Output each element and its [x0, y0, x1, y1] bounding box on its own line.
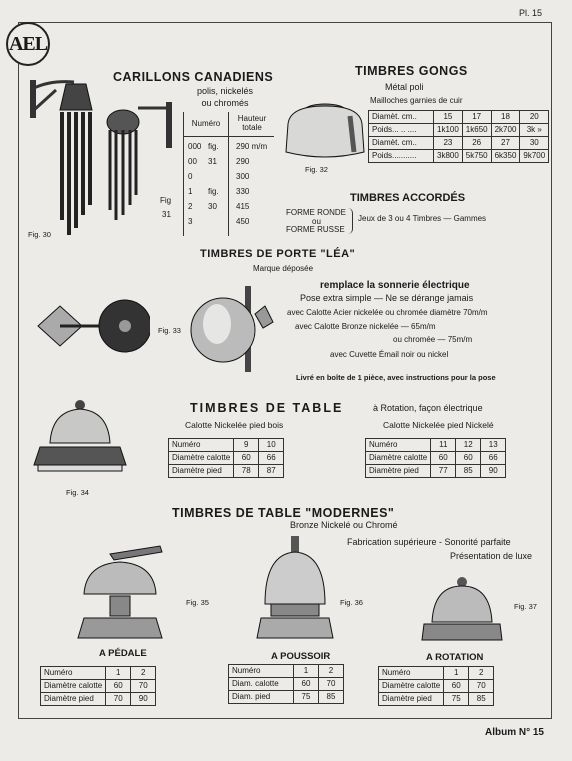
table-cell: Poids... .. ....: [369, 124, 434, 137]
table-cell: 60: [106, 680, 131, 693]
pedal-bell-fig35: [70, 538, 190, 646]
door-bell-side: [185, 284, 280, 376]
carillon-height: 300: [236, 172, 250, 181]
table-cell: 10: [259, 439, 284, 452]
ael-logo: AEL: [6, 22, 50, 66]
table-row: [169, 452, 284, 465]
table-cell: Numéro: [366, 439, 431, 452]
table-bells-right-table: [365, 438, 506, 478]
table-cell: 70: [131, 680, 156, 693]
table-cell: 75: [294, 691, 319, 704]
table-cell: Diamèt. cm..: [369, 137, 434, 150]
table-cell: 90: [131, 693, 156, 706]
table-cell: 90: [481, 465, 506, 478]
table-cell: Diamètre calotte: [379, 680, 444, 693]
table-fig36: [228, 664, 344, 704]
table-cell: 1: [106, 667, 131, 680]
col-numero: Numéro: [191, 119, 221, 128]
table-cell: 2: [131, 667, 156, 680]
fig36-label: Fig. 36: [340, 598, 363, 607]
carillon-num: 3: [188, 217, 193, 226]
modernes-fab: Fabrication supérieure - Sonorité parfaite: [347, 537, 511, 547]
table-cell: 1: [444, 667, 469, 680]
carillon-height: 415: [236, 202, 250, 211]
accordes-line1: FORME RONDE: [286, 208, 346, 217]
carillon-height: 290: [236, 157, 250, 166]
col-hauteur: Hauteur totale: [237, 114, 267, 132]
carillon-num: 0: [188, 172, 193, 181]
plate-number: Pl. 15: [518, 8, 542, 18]
table-cell: 60: [431, 452, 456, 465]
gong-bell-fig32: [280, 96, 370, 168]
table-row: [41, 667, 156, 680]
table-cell: 60: [456, 452, 481, 465]
table-row: [229, 678, 344, 691]
table-cell: 60: [294, 678, 319, 691]
table-bells-left-table: [168, 438, 284, 478]
lea-remplace: remplace la sonnerie électrique: [320, 280, 470, 291]
table-cell: 70: [319, 678, 344, 691]
modernes-title: TIMBRES DE TABLE "MODERNES": [172, 506, 395, 520]
table-cell: 2k700: [491, 124, 520, 137]
lea-line2: avec Calotte Bronze nickelée — 65m/m: [295, 322, 436, 331]
lea-line4: avec Cuvette Émail noir ou nickel: [330, 350, 449, 359]
carillons-table: [183, 112, 274, 236]
table-cell: 30: [520, 137, 549, 150]
lea-line1: avec Calotte Acier nickelée ou chromée diamètre 70m/m: [287, 308, 488, 317]
carillon-num: 00: [188, 157, 197, 166]
table-cell: Diam. pied: [229, 691, 294, 704]
fig31-label-b: 31: [162, 210, 171, 219]
table-cell: Numéro: [169, 439, 234, 452]
table-cell: 5k750: [462, 150, 491, 163]
label-pedale: A PÉDALE: [99, 648, 147, 659]
fig35-label: Fig. 35: [186, 598, 209, 607]
table-cell: Diamètre calotte: [41, 680, 106, 693]
table-row: [366, 439, 506, 452]
modernes-pres: Présentation de luxe: [450, 551, 533, 561]
accordes-line2: FORME RUSSE: [286, 225, 345, 234]
table-cell: Diamètre calotte: [366, 452, 431, 465]
table-row: [369, 150, 549, 163]
table-cell: 17: [462, 111, 491, 124]
album-number: Album N° 15: [484, 727, 544, 738]
table-cell: 2: [319, 665, 344, 678]
gongs-title: TIMBRES GONGS: [355, 64, 468, 78]
table-row: [366, 452, 506, 465]
table-cell: 9k700: [520, 150, 549, 163]
table-cell: Diamètre calotte: [169, 452, 234, 465]
table-cell: 77: [431, 465, 456, 478]
rotation-bell-fig37: [420, 574, 504, 648]
table-row: [379, 693, 494, 706]
table-cell: 3k »: [520, 124, 549, 137]
carillons-sub2: ou chromés: [201, 98, 249, 108]
table-cell: 9: [234, 439, 259, 452]
label-rotation: A ROTATION: [426, 652, 484, 663]
accordes-desc: Jeux de 3 ou 4 Timbres — Gammes: [358, 214, 487, 223]
table-cell: 85: [469, 693, 494, 706]
table-cell: Diamèt. cm..: [369, 111, 434, 124]
carillon-fig: fig.: [208, 187, 219, 196]
table-cell: 11: [431, 439, 456, 452]
carillons-title: CARILLONS CANADIENS: [113, 70, 274, 84]
door-bell-front: [30, 286, 150, 366]
table-row: [41, 680, 156, 693]
gongs-sub: Métal poli: [385, 82, 424, 92]
table-bells-suffix: à Rotation, façon électrique: [373, 403, 483, 413]
lea-sub: Marque déposée: [253, 264, 314, 273]
table-cell: 1k100: [434, 124, 463, 137]
carillon-height: 330: [236, 187, 250, 196]
table-row: [379, 680, 494, 693]
lea-livre: Livré en boîte de 1 pièce, avec instructions pour la pose: [296, 373, 496, 382]
table-row: [369, 137, 549, 150]
table-cell: Numéro: [229, 665, 294, 678]
gongs-table: [368, 110, 549, 163]
carillon-height: 450: [236, 217, 250, 226]
table-cell: Diamètre pied: [41, 693, 106, 706]
label-poussoir: A POUSSOIR: [271, 651, 331, 662]
table-cell: 6k350: [491, 150, 520, 163]
table-cell: Diamètre pied: [366, 465, 431, 478]
table-cell: Numéro: [41, 667, 106, 680]
carillon-height: 290 m/m: [236, 142, 268, 151]
rotation-bell-fig34: [30, 397, 130, 482]
table-fig35: [40, 666, 156, 706]
gongs-note: Mailloches garnies de cuir: [370, 96, 463, 105]
table-cell: Numéro: [379, 667, 444, 680]
wind-chime-fig31: [98, 100, 178, 230]
table-row: [369, 111, 549, 124]
table-cell: 60: [234, 452, 259, 465]
table-cell: Diam. calotte: [229, 678, 294, 691]
carillon-fig: fig.: [208, 142, 219, 151]
table-row: [229, 691, 344, 704]
table-fig37: [378, 666, 494, 706]
carillon-num: 000: [188, 142, 202, 151]
table-cell: 75: [444, 693, 469, 706]
carillon-num: 2: [188, 202, 193, 211]
modernes-sub: Bronze Nickelé ou Chromé: [290, 520, 398, 530]
table-row: [169, 465, 284, 478]
table-row: [169, 439, 284, 452]
table-cell: 23: [434, 137, 463, 150]
table-bells-right-sub: Calotte Nickelée pied Nickelé: [383, 420, 494, 430]
table-row: [369, 124, 549, 137]
table-cell: Diamètre pied: [379, 693, 444, 706]
table-row: [379, 667, 494, 680]
table-cell: 78: [234, 465, 259, 478]
fig31-label-a: Fig: [160, 196, 172, 205]
fig32-label: Fig. 32: [305, 165, 328, 174]
table-cell: 1: [294, 665, 319, 678]
accordes-title: TIMBRES ACCORDÉS: [350, 192, 466, 204]
wind-chime-fig30: [26, 70, 106, 240]
table-cell: Diamètre pied: [169, 465, 234, 478]
table-cell: 26: [462, 137, 491, 150]
table-cell: 70: [106, 693, 131, 706]
table-cell: 13: [481, 439, 506, 452]
lea-line3: ou chromée — 75m/m: [393, 335, 473, 344]
table-cell: 2: [469, 667, 494, 680]
table-cell: 70: [469, 680, 494, 693]
table-row: [229, 665, 344, 678]
table-cell: 18: [491, 111, 520, 124]
accordes-ou: ou: [312, 217, 321, 226]
table-cell: 1k650: [462, 124, 491, 137]
table-cell: 87: [259, 465, 284, 478]
table-cell: 12: [456, 439, 481, 452]
table-cell: 20: [520, 111, 549, 124]
lea-pose: Pose extra simple — Ne se dérange jamais: [300, 293, 474, 303]
table-cell: 85: [456, 465, 481, 478]
table-cell: 66: [259, 452, 284, 465]
fig34-label: Fig. 34: [66, 488, 89, 497]
carillon-num: 1: [188, 187, 193, 196]
carillon-fig: 31: [208, 157, 217, 166]
table-bells-left-sub: Calotte Nickelée pied bois: [185, 420, 284, 430]
table-cell: 15: [434, 111, 463, 124]
table-row: [366, 465, 506, 478]
push-bell-fig36: [255, 534, 335, 646]
table-cell: 66: [481, 452, 506, 465]
table-cell: 3k800: [434, 150, 463, 163]
carillons-sub1: polis, nickelés: [196, 86, 254, 96]
fig30-label: Fig. 30: [28, 230, 51, 239]
table-row: [41, 693, 156, 706]
lea-title: TIMBRES DE PORTE "LÉA": [200, 248, 356, 260]
fig33-label: Fig. 33: [158, 326, 181, 335]
table-cell: Poids...........: [369, 150, 434, 163]
table-cell: 60: [444, 680, 469, 693]
table-cell: 85: [319, 691, 344, 704]
table-cell: 27: [491, 137, 520, 150]
fig37-label: Fig. 37: [514, 602, 537, 611]
table-bells-title: TIMBRES DE TABLE: [190, 401, 344, 415]
carillon-fig: 30: [208, 202, 217, 211]
